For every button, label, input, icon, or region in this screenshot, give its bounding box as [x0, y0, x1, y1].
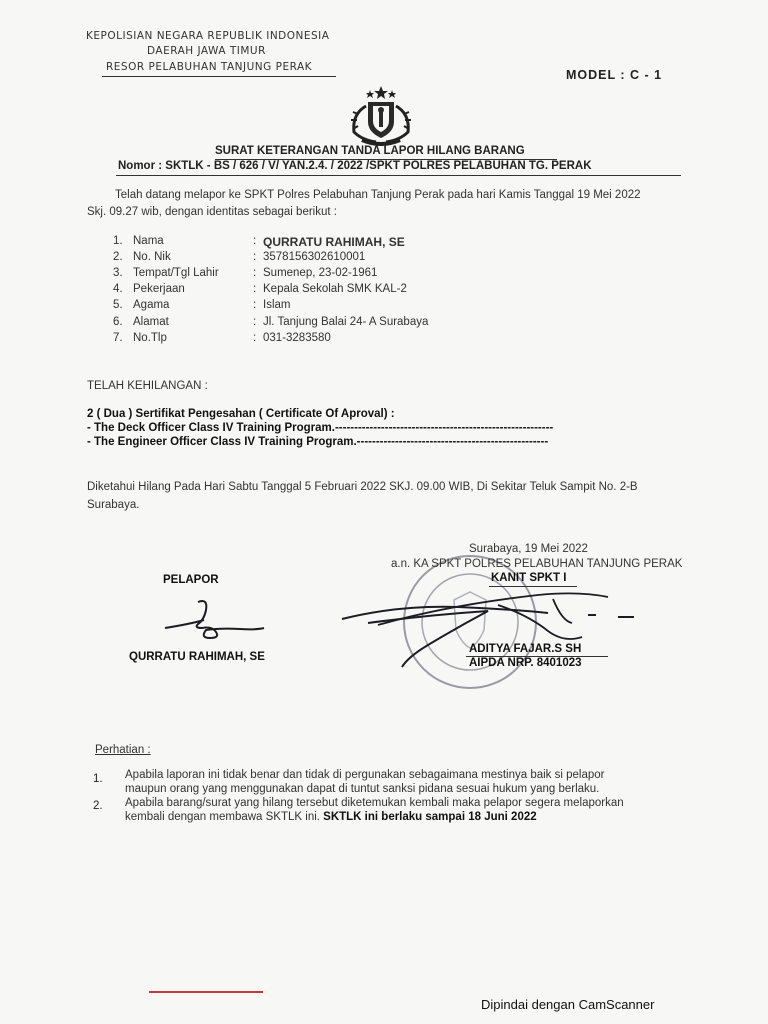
identity-value: 031-3283580: [263, 332, 331, 344]
note-2-line-2: [125, 811, 537, 823]
note-1-line-2: maupun orang yang menggunakan dapat di tuntut sanksi pidana sesuai hukum yang berlaku.: [125, 783, 600, 795]
identity-label: Nama: [133, 235, 164, 247]
signature-an-line: a.n. KA SPKT POLRES PELABUHAN TANJUNG PERAK: [391, 558, 683, 570]
identity-value: 3578156302610001: [263, 251, 366, 263]
intro-line-2: Skj. 09.27 wib, dengan identitas sebagai berikut :: [87, 206, 337, 218]
header-line-2: DAERAH JAWA TIMUR: [147, 45, 266, 57]
note-2-line-1: Apabila barang/surat yang hilang tersebut diketemukan kembali maka pelapor segera melaporkan: [125, 797, 624, 809]
notes-heading: Perhatian :: [95, 744, 151, 756]
validity-note: SKTLK ini berlaku sampai 18 Juni 2022: [323, 811, 537, 823]
identity-num: 4.: [113, 283, 123, 295]
model-label: MODEL : C - 1: [566, 68, 663, 82]
lost-items-heading: 2 ( Dua ) Sertifikat Pengesahan ( Certificate Of Aproval) :: [87, 408, 395, 420]
nomor-underline: [116, 175, 681, 176]
identity-colon: :: [253, 299, 257, 311]
pelapor-signature: [160, 598, 270, 643]
identity-label: Pekerjaan: [133, 283, 185, 295]
identity-label: Agama: [133, 299, 170, 311]
known-lost-line-1: Diketahui Hilang Pada Hari Sabtu Tanggal 5 Februari 2022 SKJ. 09.00 WIB, Di Sekitar Teluk Sampit No. 2-B: [87, 481, 638, 493]
header-line-3: RESOR PELABUHAN TANJUNG PERAK: [106, 61, 313, 73]
identity-label: Tempat/Tgl Lahir: [133, 267, 219, 279]
officer-rank: AIPDA NRP. 8401023: [469, 657, 582, 669]
pelapor-label: PELAPOR: [163, 574, 219, 586]
document-title: SURAT KETERANGAN TANDA LAPOR HILANG BARANG: [215, 145, 525, 157]
document-number: Nomor : SKTLK - BS / 626 / V/ YAN.2.4. / 2022 /SPKT POLRES PELABUHAN TG. PERAK: [118, 160, 592, 172]
note-2-number: 2.: [93, 800, 103, 812]
pelapor-name: QURRATU RAHIMAH, SE: [129, 651, 265, 663]
note-1-line-1: Apabila laporan ini tidak benar dan tidak di pergunakan sebagaimana mestinya baik si pelapor: [125, 769, 605, 781]
identity-num: 6.: [113, 316, 123, 328]
red-mark: [149, 991, 263, 993]
identity-value: Sumenep, 23-02-1961: [263, 267, 378, 279]
identity-num: 3.: [113, 267, 123, 279]
lost-heading: TELAH KEHILANGAN :: [87, 380, 208, 392]
note-2-line-2-text: kembali dengan membawa SKTLK ini.: [125, 811, 324, 823]
known-lost-line-2: Surabaya.: [87, 499, 140, 511]
identity-value: Islam: [263, 299, 291, 311]
intro-line-1: Telah datang melapor ke SPKT Polres Pelabuhan Tanjung Perak pada hari Kamis Tanggal 19 Mei 2022: [115, 189, 641, 201]
identity-label: No. Nik: [133, 251, 171, 263]
lost-item-1: - The Deck Officer Class IV Training Program.---------------------------------------------------------: [87, 422, 554, 434]
identity-colon: :: [253, 267, 257, 279]
identity-colon: :: [253, 332, 257, 344]
identity-value: Jl. Tanjung Balai 24- A Surabaya: [263, 316, 429, 328]
identity-colon: :: [253, 283, 257, 295]
identity-num: 7.: [113, 332, 123, 344]
police-emblem-icon: [346, 84, 416, 146]
identity-label: Alamat: [133, 316, 169, 328]
signature-kanit: KANIT SPKT I: [491, 572, 567, 584]
identity-num: 2.: [113, 251, 123, 263]
note-1-number: 1.: [93, 773, 103, 785]
identity-colon: :: [253, 316, 257, 328]
identity-value: Kepala Sekolah SMK KAL-2: [263, 283, 407, 295]
signature-place-date: Surabaya, 19 Mei 2022: [469, 543, 588, 555]
identity-colon: :: [253, 235, 257, 247]
camscanner-watermark: Dipindai dengan CamScanner: [481, 997, 655, 1012]
lost-item-2: - The Engineer Officer Class IV Training Program.--------------------------------------------------: [87, 436, 549, 448]
identity-num: 5.: [113, 299, 123, 311]
identity-label: No.Tlp: [133, 332, 167, 344]
identity-num: 1.: [113, 235, 123, 247]
header-line-1: KEPOLISIAN NEGARA REPUBLIK INDONESIA: [86, 30, 330, 42]
identity-value: QURRATU RAHIMAH, SE: [263, 235, 405, 249]
identity-colon: :: [253, 251, 257, 263]
officer-name: ADITYA FAJAR.S SH: [469, 643, 582, 655]
header-underline: [102, 76, 336, 77]
